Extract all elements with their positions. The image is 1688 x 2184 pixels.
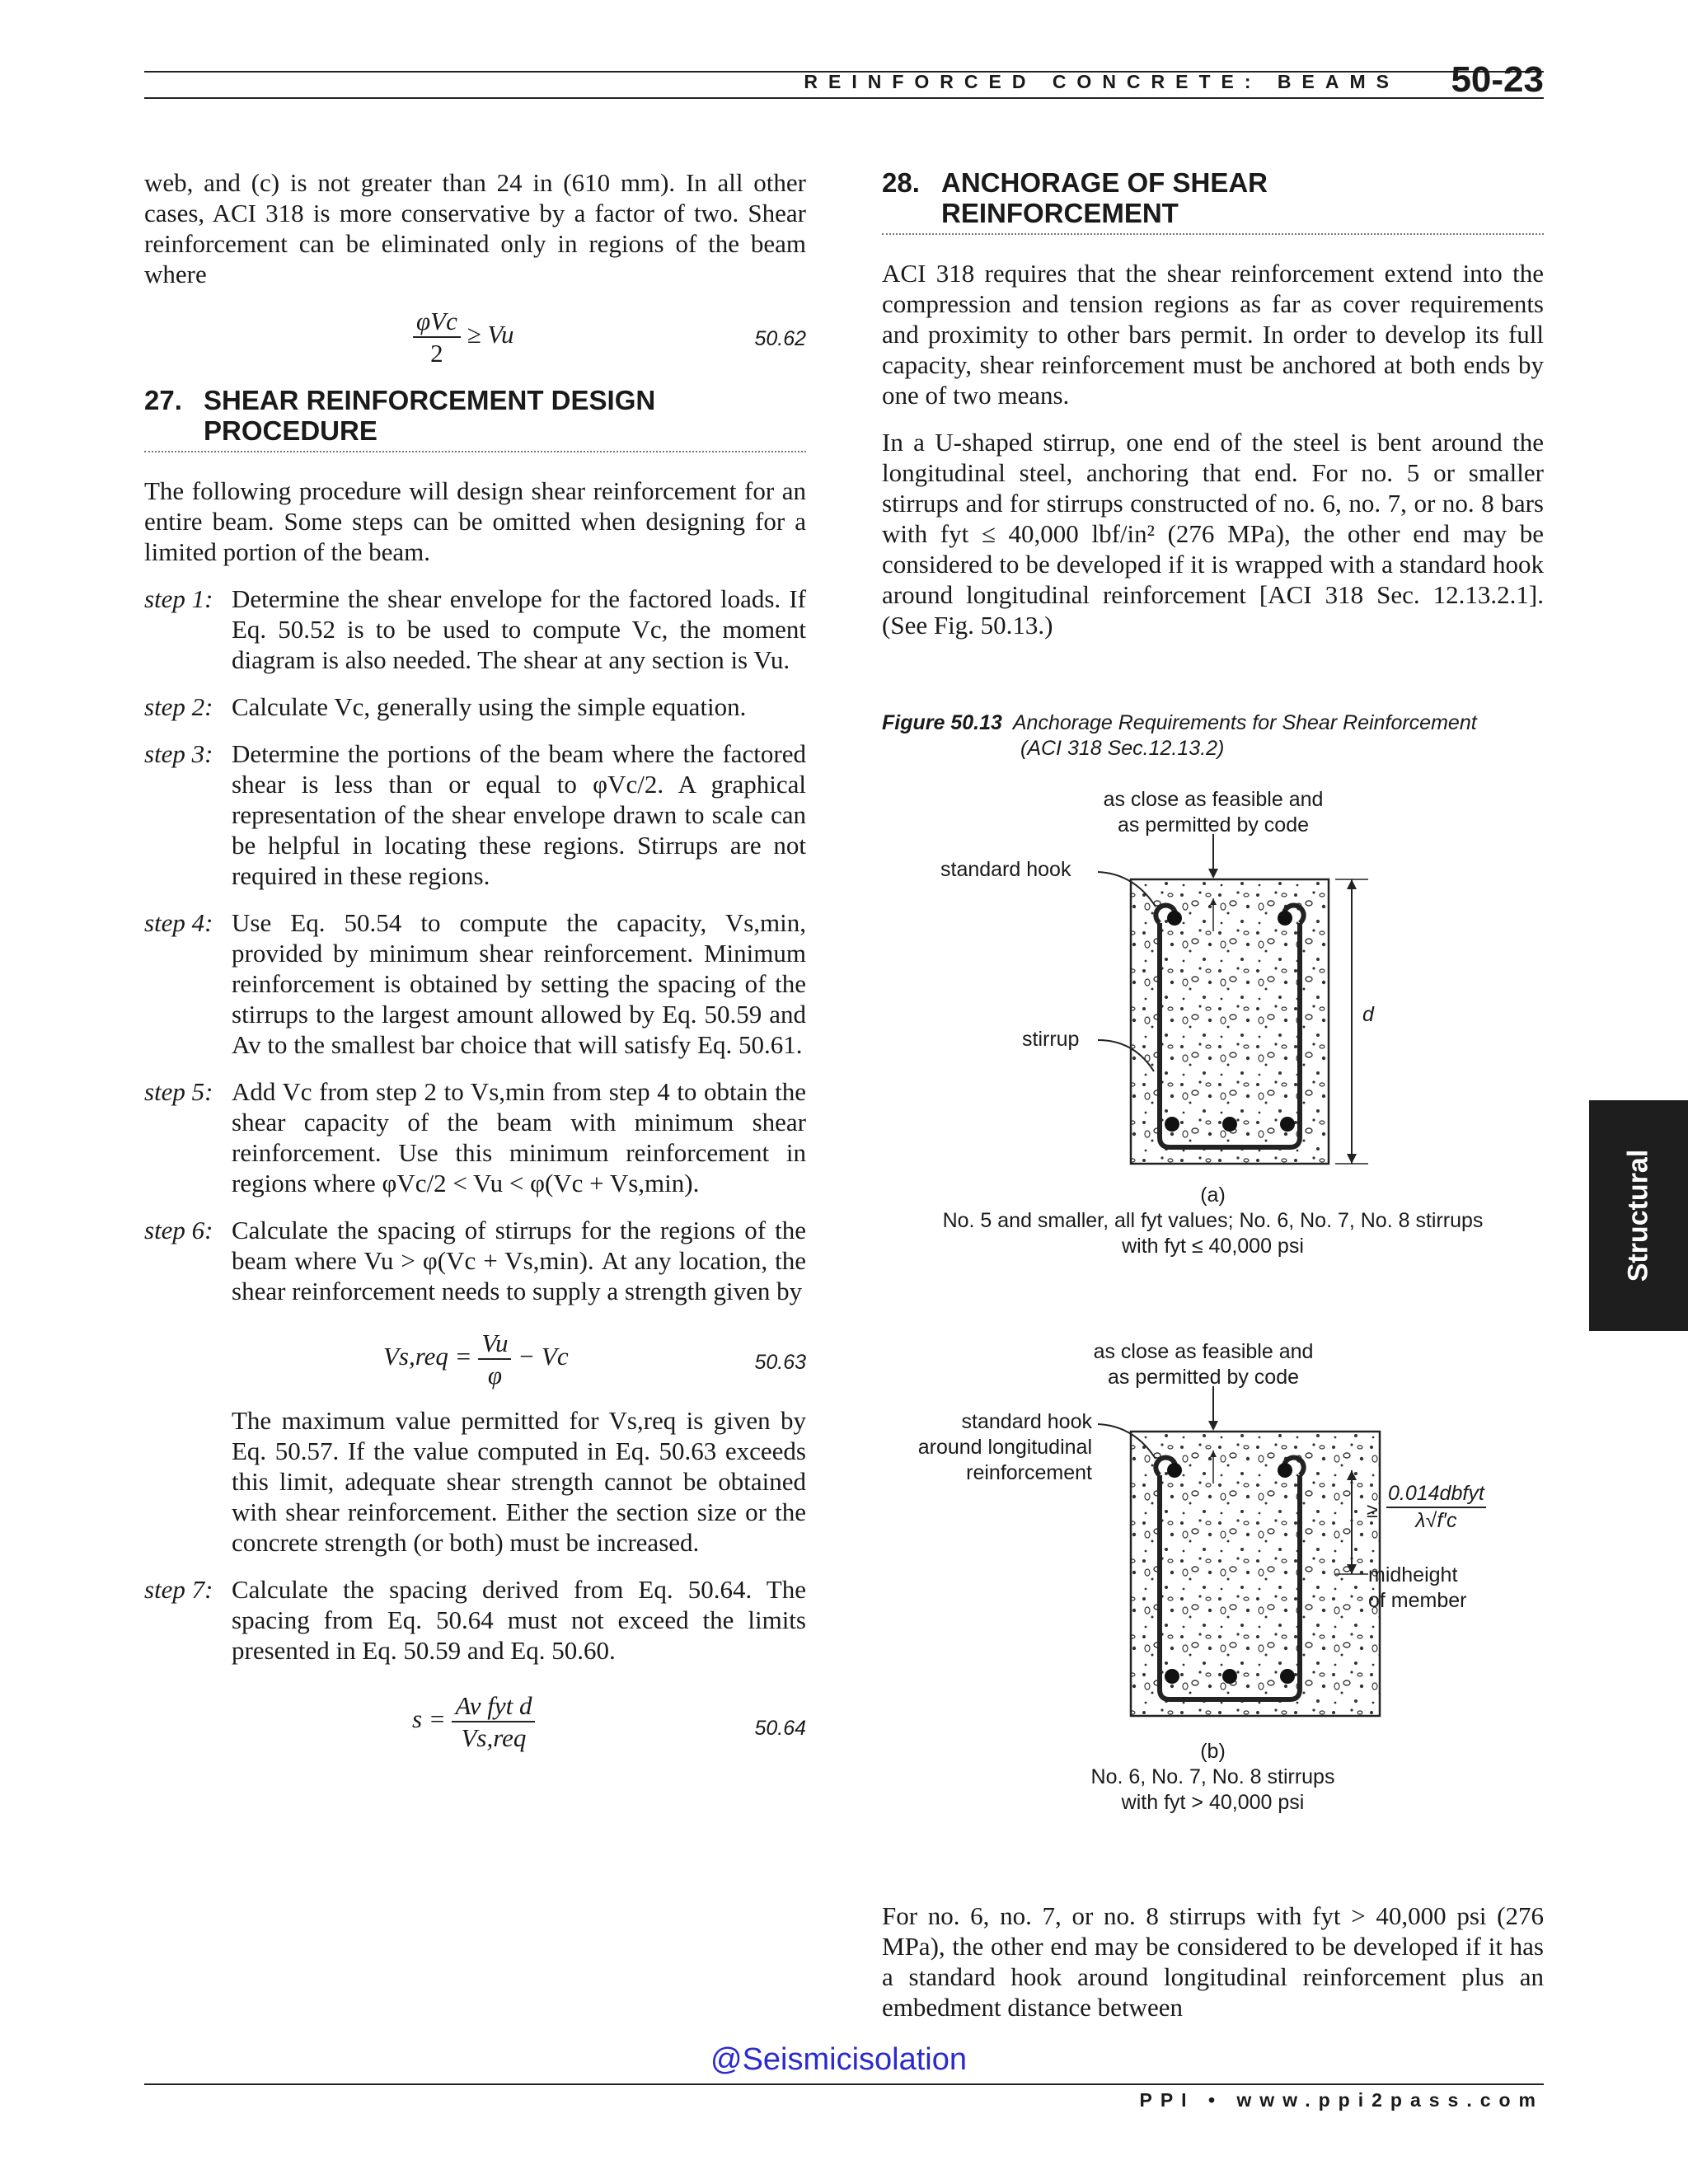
- equation-50-63: [144, 1323, 806, 1405]
- section-28-heading: [882, 167, 1544, 228]
- section-27-rule: [144, 451, 806, 452]
- eq63-rhs: − Vc: [518, 1342, 569, 1371]
- step-2: step 2: Calculate Vc, generally using the simple equation.: [144, 692, 747, 721]
- bar-bottom-mid-b: [1222, 1669, 1237, 1684]
- step-6: step 6: Calculate the spacing of stirrups for the regions of the beam where Vu > φ(Vc + Vs,min). At any location, the shear reinforcement needs to supply a strength given by: [144, 1216, 806, 1305]
- section-28-paragraph-3: For no. 6, no. 7, or no. 8 stirrups with fyt > 40,000 psi (276 MPa), the other end may be considered to be developed if it has a standard hook around longitudinal reinforcement plus an embedment distance between: [882, 1901, 1544, 2022]
- step-4: step 4: Use Eq. 50.54 to compute the capacity, Vs,min, provided by minimum shear reinforcement. Minimum reinforcement is obtained by setting the spacing of the stirrups to the largest amount allowed by Eq. 50.59 and Av to the smallest bar choice that will satisfy Eq. 50.61.: [144, 908, 806, 1059]
- section-27-intro: The following procedure will design shear reinforcement for an entire beam. Some steps can be omitted when designing for a limited portion of the beam.: [144, 476, 806, 566]
- bar-top-left-a: [1167, 911, 1182, 926]
- watermark: @Seismicisolation: [710, 2042, 968, 2077]
- depth-dim-head-bottom-a: [1347, 1154, 1357, 1164]
- step-1: step 1: Determine the shear envelope for the factored loads. If Eq. 50.52 is to be used to compute Vc, the moment diagram is also needed. The shear at any section is Vu.: [144, 584, 806, 674]
- figure-title: Anchorage Requirements for Shear Reinforcement: [1012, 711, 1477, 734]
- section-tab-label: Structural: [1622, 1149, 1654, 1282]
- figure-b-hook-label: standard hook around longitudinal reinforcement: [917, 1410, 1092, 1484]
- figure-title-line2: (ACI 318 Sec.12.13.2): [1020, 737, 1225, 760]
- figure-a-hook-label: standard hook: [940, 858, 1071, 881]
- arrow-top-head-a: [1208, 869, 1218, 879]
- figure-b-ge-symbol: ≥: [1367, 1499, 1378, 1522]
- bar-top-right-b: [1278, 1463, 1292, 1478]
- arrow-top-head-b: [1208, 1421, 1218, 1431]
- figure-a-depth-label: d: [1362, 1003, 1374, 1026]
- figure-a-stirrup-label: stirrup: [1022, 1028, 1080, 1051]
- eq63-label: 50.63: [754, 1351, 806, 1374]
- eq63-lhs: Vs,req =: [383, 1342, 472, 1371]
- bar-bottom-mid-a: [1222, 1117, 1237, 1132]
- step-3: step 3: Determine the portions of the beam where the factored shear is less than or equal to φVc/2. A graphical representation of the shear envelope drawn to scale can be helpful in locating these regions. Stirrups are not required in these regions.: [144, 739, 806, 890]
- left-column: [144, 167, 806, 1773]
- step-7: step 7: Calculate the spacing derived from Eq. 50.64. The spacing from Eq. 50.64 must not exceed the limits presented in Eq. 50.59 and Eq. 50.60.: [144, 1575, 806, 1665]
- equation-50-64: [144, 1690, 806, 1773]
- section-27-number: 27.: [144, 385, 182, 415]
- bar-bottom-left-a: [1165, 1117, 1179, 1132]
- footer-text: PPI • www.ppi2pass.com: [1139, 2089, 1544, 2111]
- equation-50-62: [144, 306, 806, 377]
- depth-dim-head-top-a: [1347, 879, 1357, 889]
- right-column-bottom: [882, 1900, 1544, 2039]
- eq63-denominator: φ: [487, 1361, 502, 1390]
- header-rule-bottom: [144, 97, 1544, 99]
- section-28-title-line2: REINFORCEMENT: [941, 198, 1179, 228]
- eq64-numerator: Av fyt d: [452, 1690, 535, 1722]
- figure-caption: [882, 710, 1477, 762]
- eq62-label: 50.62: [754, 327, 806, 350]
- eq62-rhs: ≥ Vu: [467, 320, 514, 349]
- eq64-lhs: s =: [412, 1704, 446, 1734]
- bar-top-right-a: [1278, 911, 1292, 926]
- bar-bottom-right-a: [1280, 1117, 1295, 1132]
- bar-bottom-right-b: [1280, 1669, 1295, 1684]
- section-28-paragraph-2: In a U-shaped stirrup, one end of the steel is bent around the longitudinal steel, anchoring that end. For no. 5 or smaller stirrups and for stirrups constructed of no. 6, no. 7, or no. 8 bars with fyt ≤ 40,000 lbf/in² (276 MPa), the other end may be considered to be developed if it is wrapped with a standard hook around longitudinal reinforcement [ACI 318 Sec. 12.13.2.1]. (See Fig. 50.13.): [882, 428, 1544, 640]
- eq64-denominator: Vs,req: [461, 1723, 527, 1752]
- figure-b-midheight-label: midheight of member: [1368, 1563, 1467, 1612]
- section-tab: [1589, 1100, 1688, 1331]
- eq62-denominator: 2: [430, 339, 443, 368]
- right-column: [882, 167, 1544, 657]
- eq64-label: 50.64: [754, 1717, 806, 1740]
- step-5: step 5: Add Vc from step 2 to Vs,min from step 4 to obtain the shear capacity of the beam with minimum shear reinforcement. Use this minimum reinforcement in regions where φVc/2 < Vu < φ(Vc + Vs,min).: [144, 1077, 806, 1197]
- figure-a-top-label: as close as feasible and as permitted by code: [1103, 788, 1324, 837]
- eq63-numerator: Vu: [478, 1328, 511, 1360]
- step-6-continuation: The maximum value permitted for Vs,req is given by Eq. 50.57. If the value computed in Eq. 50.63 exceeds this limit, adequate shear strength cannot be obtained with shear reinforcement. Either the section size or the concrete strength (or both) must be increased.: [232, 1406, 806, 1557]
- section-27-title-line2: PROCEDURE: [204, 415, 377, 446]
- figure-b-embedment-formula: [1386, 1481, 1486, 1534]
- section-28-paragraph-1: ACI 318 requires that the shear reinforcement extend into the compression and tension regions as far as cover requirements and proximity to other bars permit. In order to develop its full capacity, shear reinforcement must be anchored at both ends by one of two means.: [882, 259, 1544, 410]
- intro-paragraph: web, and (c) is not greater than 24 in (610 mm). In all other cases, ACI 318 is more conservative by a factor of two. Shear reinforcement can be eliminated only in regions of the beam where: [144, 168, 806, 288]
- figure-b-top-label: as close as feasible and as permitted by code: [1093, 1340, 1314, 1389]
- section-27-heading: [144, 385, 806, 446]
- figure-b-formula-denominator: λ√f′c: [1415, 1509, 1457, 1532]
- bar-top-left-b: [1167, 1463, 1182, 1478]
- bar-bottom-left-b: [1165, 1669, 1179, 1684]
- page-number: 50-23: [1451, 59, 1544, 100]
- figure-b-caption: (b) No. 6, No. 7, No. 8 stirrups with fyt > 40,000 psi: [1090, 1740, 1335, 1814]
- section-28-rule: [882, 233, 1544, 235]
- figure-a-caption: (a) No. 5 and smaller, all fyt values; No. 6, No. 7, No. 8 stirrups with fyt ≤ 40,000 psi: [942, 1183, 1484, 1258]
- figure-b-formula-numerator: 0.014dbfyt: [1386, 1481, 1486, 1508]
- running-head: REINFORCED CONCRETE: BEAMS: [804, 71, 1400, 92]
- figure-label: Figure 50.13: [882, 711, 1002, 734]
- section-28-title-line1: ANCHORAGE OF SHEAR: [941, 167, 1268, 198]
- footer-rule: [144, 2083, 1544, 2085]
- eq62-numerator: φVc: [413, 306, 461, 338]
- section-27-title-line1: SHEAR REINFORCEMENT DESIGN: [204, 385, 656, 415]
- section-28-number: 28.: [882, 167, 920, 198]
